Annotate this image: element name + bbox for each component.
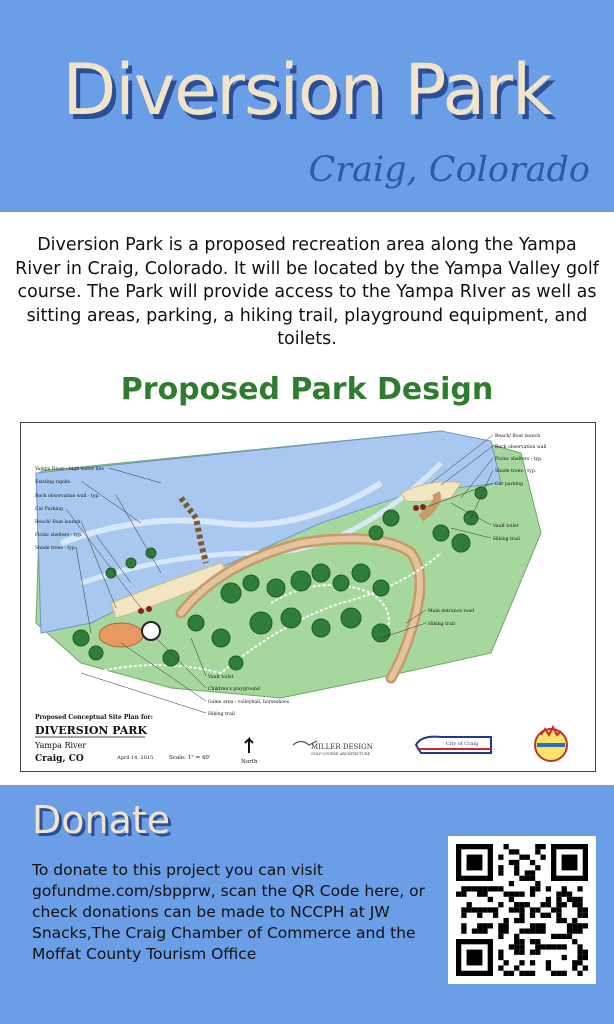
label-b-game: Game area - volleyball, horseshoes [208, 700, 290, 705]
label-r-rock: Rock observation wall [495, 445, 547, 450]
page-subtitle: Craig, Colorado [308, 150, 590, 190]
label-r-picnic: Picnic shelters - typ. [495, 457, 543, 462]
playground [99, 623, 143, 647]
label-b-playground: Children's playground [208, 687, 260, 692]
plan-scale: Scale: 1" = 40' [169, 755, 211, 761]
qr-code[interactable] [448, 836, 596, 984]
label-b-hiking: Hiking trail [208, 712, 235, 717]
designer-name: MILLER DESIGN [311, 743, 373, 751]
label-r-hiking-2: Hiking trail [428, 622, 455, 627]
label-rock-wall: Rock observation wall - typ. [35, 494, 100, 499]
plan-caption: Proposed Conceptual Site Plan for: [35, 714, 153, 721]
north-arrow-icon [245, 739, 253, 753]
plan-city: Craig, CO [35, 754, 84, 764]
donate-title: Donate [32, 798, 171, 842]
label-r-hiking: Hiking trail [493, 537, 520, 542]
intro-paragraph: Diversion Park is a proposed recreation area along the Yampa River in Craig, Colorado. It will be located by the Yampa Valley golf course. The Park will provide access to the Yampa RIver as well as sitting areas, parking, a hiking trail, playground equipment, and toilets. [15, 235, 599, 349]
design-heading: Proposed Park Design [120, 372, 494, 407]
plan-river: Yampa River [35, 741, 87, 750]
label-r-shade: Shade trees - typ. [495, 469, 537, 474]
label-r-beach: Beach/ Boat launch [495, 434, 541, 439]
label-beach: Beach/ Boat launch [35, 520, 81, 525]
donate-text: To donate to this project you can visit gofundme.com/sbpprw, scan the QR Code here, or check donations can be made to NCCPH at JW Snacks,The Craig Chamber of Commerce and the Moffat County Tourism Office [32, 861, 426, 963]
designer-sub: GOLF COURSE ARCHITECTURE [311, 752, 371, 756]
plan-date: April 14, 2015 [117, 755, 154, 761]
label-shade: Shade trees - typ. [35, 546, 77, 551]
plan-name: DIVERSION PARK [35, 724, 148, 737]
label-b-vault: Vault toilet [208, 675, 234, 680]
site-plan [20, 422, 596, 772]
label-r-entrance: Main entrance road [428, 609, 475, 614]
city-of-craig-logo [416, 737, 491, 753]
city-logo-text: City of Craig [446, 741, 479, 747]
north-label: North [241, 759, 258, 765]
label-car-parking: Car Parking [35, 507, 63, 512]
page-title: Diversion Park [62, 49, 552, 131]
label-r-parking: Car parking [495, 482, 523, 487]
emblem-logo-icon [535, 727, 567, 761]
label-r-vault: Vault toilet [493, 524, 519, 529]
label-rapids: Existing rapids [35, 480, 71, 485]
label-picnic: Picnic shelters - typ. [35, 533, 83, 538]
label-river: Yampa River - high water line [35, 467, 105, 472]
